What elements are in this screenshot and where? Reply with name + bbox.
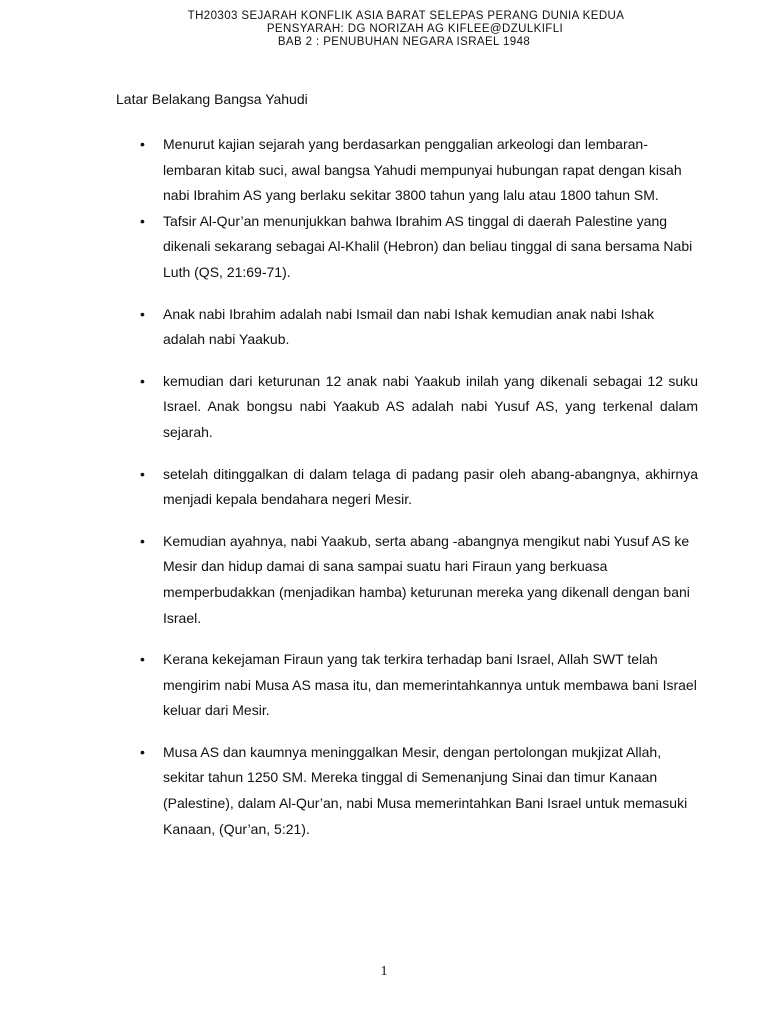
bullet-icon: • [140,212,145,229]
bullet-list [110,132,698,842]
bullet-text: Tafsir Al-Qur’an menunjukkan bahwa Ibrahim AS tinggal di daerah Palestine yang dikenali sekarang sebagai Al-Khalil (Hebron) dan beliau tinggal di sana bersama Nabi Luth (QS, 21:69-71). [163,212,693,280]
bullet-text: Kerana kekejaman Firaun yang tak terkira terhadap bani Israel, Allah SWT telah mengirim nabi Musa AS masa itu, dan memerintahkannya untuk membawa bani Israel keluar dari Mesir. [163,651,697,719]
bullet-text: Kemudian ayahnya, nabi Yaakub, serta abang -abangnya mengikut nabi Yusuf AS ke Mesir dan hidup damai di sana sampai suatu hari Firaun yang berkuasa memperbudakkan (menjadikan hamba) keturunan mereka yang dikenall dengan bani Israel. [163,532,690,626]
chapter-title: BAB 2 : PENUBUHAN NEGARA ISRAEL 1948 [277,36,531,48]
course-title: TH20303 SEJARAH KONFLIK ASIA BARAT SELEPAS PERANG DUNIA KEDUA [187,10,625,22]
bullet-text: kemudian dari keturunan 12 anak nabi Yaakub inilah yang dikenali sebagai 12 suku Israel. Anak bongsu nabi Yaakub AS adalah nabi Yusuf AS, yang terkenal dalam sejarah. [163,372,698,440]
bullet-text: Menurut kajian sejarah yang berdasarkan penggalian arkeologi dan lembaran-lembaran kitab suci, awal bangsa Yahudi mempunyai hubungan rapat dengan kisah nabi Ibrahim AS yang berlaku sekitar 3800 tahun yang lalu atau 1800 tahun SM. [163,136,682,204]
bullet-item [110,369,698,446]
bullet-item [110,209,698,286]
bullet-item [110,302,698,353]
section-heading: Latar Belakang Bangsa Yahudi [116,91,308,107]
bullet-icon: • [140,532,145,549]
document-header [0,10,768,49]
bullet-icon: • [140,372,145,389]
lecturer-name: PENSYARAH: DG NORIZAH AG KIFLEE@DZULKIFLI [266,23,564,35]
bullet-icon: • [140,305,145,322]
bullet-icon: • [140,465,145,482]
bullet-text: Musa AS dan kaumnya meninggalkan Mesir, dengan pertolongan mukjizat Allah, sekitar tahun 1250 SM. Mereka tinggal di Semenanjung Sinai dan timur Kanaan (Palestine), dalam Al-Qur’an, nabi Musa memerintahkan Bani Israel untuk memasuki Kanaan, (Qur’an, 5:21). [163,743,688,837]
bullet-item [110,132,698,209]
bullet-icon: • [140,743,145,760]
bullet-text: Anak nabi Ibrahim adalah nabi Ismail dan nabi Ishak kemudian anak nabi Ishak adalah nabi Yaakub. [163,305,655,348]
bullet-text: setelah ditinggalkan di dalam telaga di padang pasir oleh abang-abangnya, akhirnya menjadi kepala bendahara negeri Mesir. [163,465,698,508]
bullet-item [110,462,698,513]
page-number: 1 [380,964,388,979]
bullet-icon: • [140,136,145,152]
bullet-icon: • [140,651,145,668]
bullet-item [110,740,698,842]
bullet-item [110,647,698,724]
bullet-item [110,529,698,631]
